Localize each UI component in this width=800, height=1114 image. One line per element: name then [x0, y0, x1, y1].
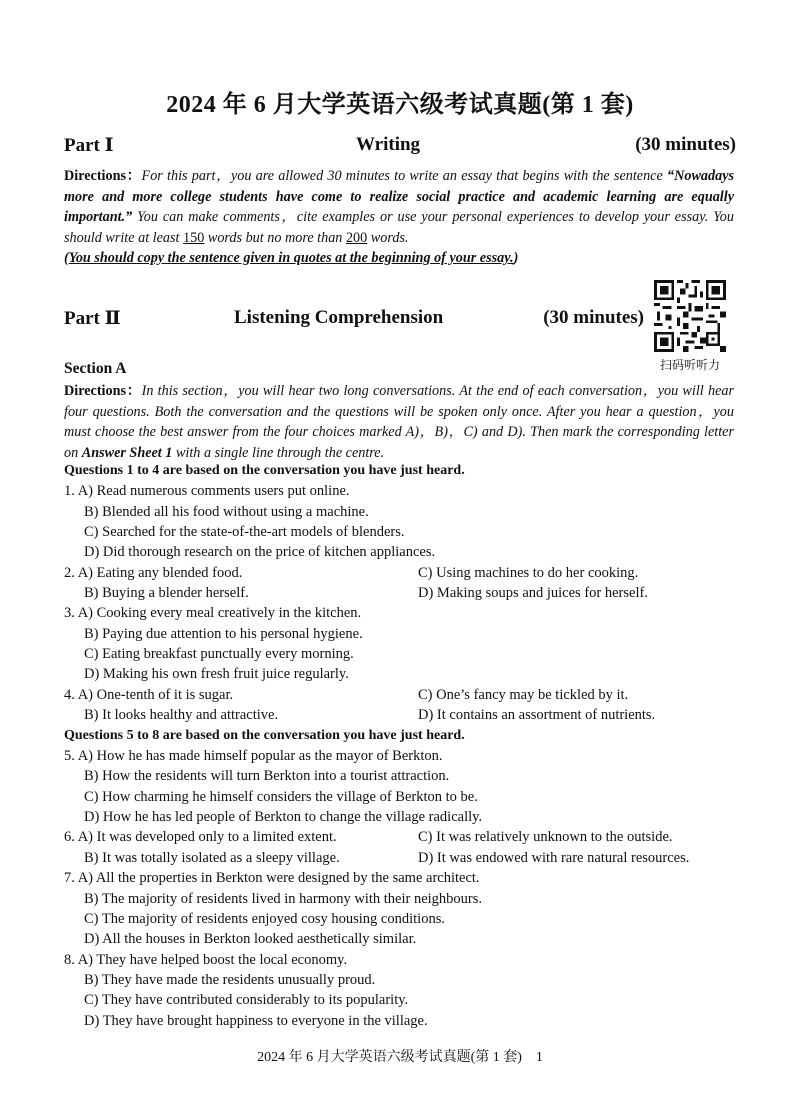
questions-1-4-header: Questions 1 to 4 are based on the conversation you have just heard.: [64, 463, 465, 478]
answer-sheet-ref: Answer Sheet 1: [81, 444, 173, 461]
qr-caption: 扫码听听力: [659, 358, 720, 372]
page-title: 2024 年 6 月大学英语六级考试真题(第 1 套): [166, 92, 634, 118]
question-4-option-b: B) It looks healthy and attractive.: [84, 707, 279, 723]
question-1-option-c: C) Searched for the state-of-the-art models of blenders.: [84, 524, 405, 540]
question-1-option-b: B) Blended all his food without using a machine.: [84, 504, 369, 520]
part1-name: Writing: [356, 134, 421, 155]
question-1-option-a: 1. A) Read numerous comments users put online.: [64, 483, 350, 499]
question-4-option-c: C) One’s fancy may be tickled by it.: [418, 687, 629, 703]
question-7-option-c: C) The majority of residents enjoyed cosy housing conditions.: [84, 911, 445, 927]
question-2-option-a: 2. A) Eating any blended food.: [64, 565, 243, 581]
part1-time: (30 minutes): [635, 134, 736, 155]
question-2-option-c: C) Using machines to do her cooking.: [418, 565, 639, 581]
question-3-option-d: D) Making his own fresh fruit juice regularly.: [84, 666, 349, 682]
question-7-option-a: 7. A) All the properties in Berkton were designed by the same architect.: [64, 870, 480, 886]
question-8-option-d: D) They have brought happiness to everyone in the village.: [84, 1013, 428, 1029]
question-4-option-d: D) It contains an assortment of nutrients.: [418, 707, 656, 723]
question-6-option-c: C) It was relatively unknown to the outside.: [418, 829, 673, 845]
questions-5-8-header: Questions 5 to 8 are based on the conversation you have just heard.: [64, 728, 465, 743]
question-3-option-b: B) Paying due attention to his personal hygiene.: [84, 626, 363, 642]
part2-label: Part Ⅱ: [64, 308, 121, 329]
section-a-title: Section A: [64, 360, 127, 377]
question-5-option-c: C) How charming he himself considers the village of Berkton to be.: [84, 789, 478, 805]
question-5-option-d: D) How he has led people of Berkton to change the village radically.: [84, 809, 483, 825]
question-5-option-b: B) How the residents will turn Berkton into a tourist attraction.: [84, 768, 450, 784]
part2-name: Listening Comprehension: [234, 307, 444, 328]
question-7-option-b: B) The majority of residents lived in harmony with their neighbours.: [84, 891, 483, 907]
page-footer: 2024 年 6 月大学英语六级考试真题(第 1 套) 1: [257, 1050, 543, 1065]
question-7-option-d: D) All the houses in Berkton looked aesthetically similar.: [84, 931, 417, 947]
part1-header: [64, 134, 736, 158]
part1-label: Part Ⅰ: [64, 135, 114, 156]
part2-header: [64, 307, 644, 331]
question-3-option-a: 3. A) Cooking every meal creatively in the kitchen.: [64, 605, 362, 621]
max-words: 200: [345, 229, 368, 246]
question-6-option-a: 6. A) It was developed only to a limited extent.: [64, 829, 337, 845]
question-4-option-a: 4. A) One-tenth of it is sugar.: [64, 687, 234, 703]
question-3-option-c: C) Eating breakfast punctually every morning.: [84, 646, 354, 662]
qr-code-icon[interactable]: [654, 280, 726, 352]
question-8-option-b: B) They have made the residents unusually proud.: [84, 972, 376, 988]
question-2-option-d: D) Making soups and juices for herself.: [418, 585, 648, 601]
question-8-option-a: 8. A) They have helped boost the local economy.: [64, 952, 348, 968]
question-8-option-c: C) They have contributed considerably to its popularity.: [84, 992, 409, 1008]
part1-directions: Directions：For this part，you are allowed 30 minutes to write an essay that begins with the sentence “Nowadays more and more college students have come to realize social practice and academic learning are equally important.” You can make comments，cite examples or use your personal experiences to develop your essay. You should write at least 150 words but no more than 200 words. (You should copy the sentence given in quotes at the beginning of your essay.): [64, 168, 735, 266]
question-6-option-b: B) It was totally isolated as a sleepy village.: [84, 850, 340, 866]
question-5-option-a: 5. A) How he has made himself popular as the mayor of Berkton.: [64, 748, 443, 764]
part2-time: (30 minutes): [543, 307, 644, 328]
question-6-option-d: D) It was endowed with rare natural resources.: [418, 850, 690, 866]
min-words: 150: [183, 229, 205, 246]
copy-sentence-note: You should copy the sentence given in quotes at the beginning of your essay.: [68, 250, 514, 266]
essay-prompt-quote: “Nowadays more and more college students have come to realize social practice and academic learning are equally important.”: [64, 168, 735, 225]
question-1-option-d: D) Did thorough research on the price of kitchen appliances.: [84, 544, 436, 560]
question-2-option-b: B) Buying a blender herself.: [84, 585, 249, 601]
part2-directions: Directions：In this section，you will hear two long conversations. At the end of each conversation，you will hear four questions. Both the conversation and the questions will be spoken only once. After you hear a question，you must choose the best answer from the four choices marked A)，B)，C) and D). Then mark the corresponding letter on Answer Sheet 1 with a single line through the centre.: [64, 383, 734, 461]
